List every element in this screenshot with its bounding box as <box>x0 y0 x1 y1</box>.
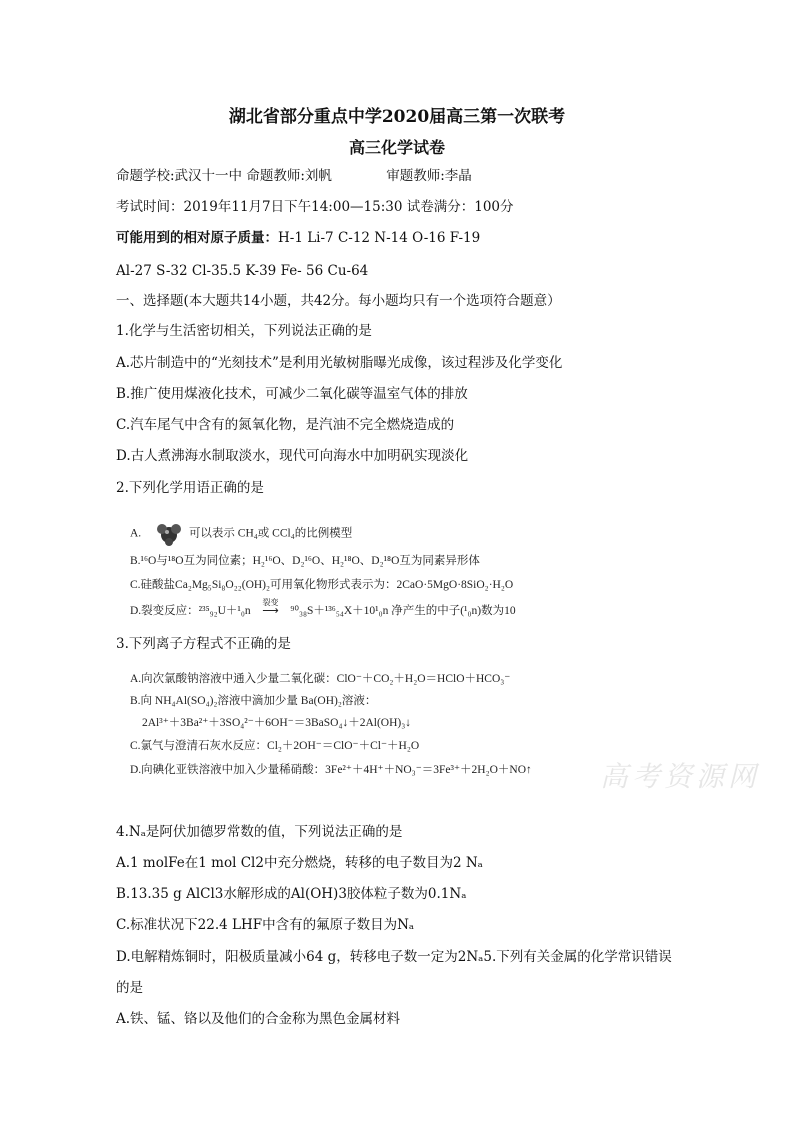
arrow-icon: ⟶ <box>262 605 279 617</box>
q4-option-d-cont: 的是 <box>116 980 143 996</box>
q3-option-a: A.向次氯酸钠溶液中通入少量二氧化碳：ClO⁻＋CO₂＋H₂O＝HClO＋HCO₃⁻ <box>130 673 511 685</box>
q2-a-label: A. <box>130 527 142 540</box>
atomic-mass-line2: Al-27 S-32 Cl-35.5 K-39 Fe- 56 Cu-64 <box>116 263 369 279</box>
q1-option-d: D.古人煮沸海水制取淡水，现代可向海水中加明矾实现淡化 <box>116 448 469 464</box>
q3-stem: 3.下列离子方程式不正确的是 <box>116 636 291 652</box>
exam-subtitle: 高三化学试卷 <box>348 138 445 157</box>
q1-option-b: B.推广使用煤液化技术，可减少二氧化碳等温室气体的排放 <box>116 386 468 402</box>
q2-a-text: 可以表示 CH₄或 CCl₄的比例模型 <box>188 527 353 540</box>
q3-option-d: D.向碘化亚铁溶液中加入少量稀硝酸：3Fe²⁺＋4H⁺＋NO₃⁻＝3Fe³⁺＋2H₂O＋NO↑ <box>130 764 532 776</box>
q2-d-suffix: ⁹⁰₃₈S＋¹³⁶₅₄X＋10¹₀n 净产生的中子(¹₀n)数为10 <box>290 605 516 617</box>
atomic-mass-line1 <box>116 229 480 247</box>
q4-option-a: A.1 molFe在1 mol Cl2中充分燃烧，转移的电子数目为2 Nₐ <box>116 855 483 871</box>
exam-time: 考试时间：2019年11月7日下午14:00—15:30 试卷满分：100分 <box>116 199 514 215</box>
meta-school: 命题学校:武汉十一中 <box>116 168 243 184</box>
q1-stem: 1.化学与生活密切相关，下列说法正确的是 <box>116 323 372 339</box>
molecule-model-icon <box>154 522 184 546</box>
q2-option-b: B.¹⁶O与¹⁸O互为同位素；H₂¹⁶O、D₂¹⁶O、H₂¹⁸O、D₂¹⁸O互为同素异形体 <box>130 555 480 567</box>
meta-reviewer: 审题教师:李晶 <box>386 168 472 184</box>
q2-option-a <box>130 522 352 546</box>
q4-option-c: C.标准状况下22.4 LHF中含有的氟原子数目为Nₐ <box>116 917 415 933</box>
fission-arrow <box>254 598 288 618</box>
q3-option-b-equation: 2Al³⁺＋3Ba²⁺＋3SO₄²⁻＋6OH⁻＝3BaSO₄↓＋2Al(OH)₃↓ <box>142 717 411 729</box>
q4-option-b: B.13.35 g AlCl3水解形成的Al(OH)3胶体粒子数为0.1Nₐ <box>116 886 467 902</box>
q2-option-d <box>130 598 516 618</box>
meta-line <box>116 167 472 185</box>
section-heading: 一、选择题(本大题共14小题，共42分。每小题均只有一个选项符合题意） <box>116 293 561 309</box>
exam-title: 湖北省部分重点中学2020届高三第一次联考 <box>228 107 566 127</box>
q2-d-prefix: D.裂变反应：²³⁵₉₂U＋¹₀n <box>130 605 251 617</box>
q4-stem: 4.Nₐ是阿伏加德罗常数的值，下列说法正确的是 <box>116 824 403 840</box>
q3-option-c: C.氯气与澄清石灰水反应：Cl₂＋2OH⁻＝ClO⁻＋Cl⁻＋H₂O <box>130 740 420 752</box>
q5-option-a: A.铁、锰、铬以及他们的合金称为黑色金属材料 <box>116 1011 401 1027</box>
watermark: 高考资源网 <box>600 760 761 793</box>
q1-option-c: C.汽车尾气中含有的氮氧化物，是汽油不完全燃烧造成的 <box>116 417 455 433</box>
q1-option-a: A.芯片制造中的“光刻技术”是利用光敏树脂曝光成像，该过程涉及化学变化 <box>116 355 563 371</box>
fission-arrow-label: 裂变 <box>262 598 279 607</box>
q4-option-d: D.电解精炼铜时，阳极质量减小64 g，转移电子数一定为2Nₐ5.下列有关金属的化学常识错误 <box>116 949 672 965</box>
q2-option-c: C.硅酸盐Ca₂Mg₅Si₈O₂₂(OH)₂可用氧化物形式表示为：2CaO·5MgO·8SiO₂·H₂O <box>130 579 514 591</box>
meta-author: 命题教师:刘帆 <box>246 168 332 184</box>
q3-option-b: B.向 NH₄Al(SO₄)₂溶液中滴加少量 Ba(OH)₂溶液： <box>130 695 377 707</box>
atomic-mass-values-1: H-1 Li-7 C-12 N-14 O-16 F-19 <box>278 230 481 246</box>
atomic-mass-label: 可能用到的相对原子质量： <box>116 230 278 246</box>
q2-stem: 2.下列化学用语正确的是 <box>116 480 264 496</box>
